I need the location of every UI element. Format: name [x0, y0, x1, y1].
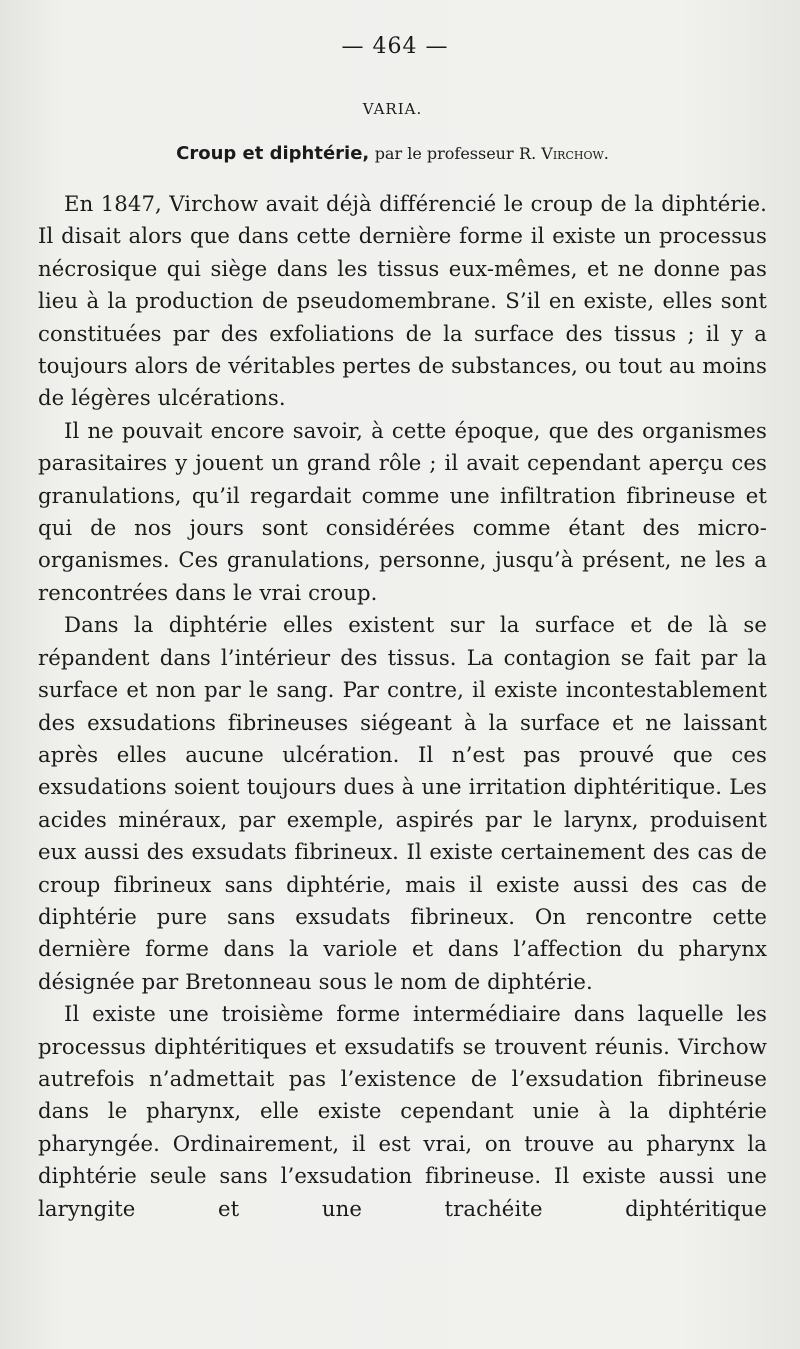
paragraph-2: Il ne pouvait encore savoir, à cette époque, que des organismes parasitaires y jouent un grand rôle ; il avait cependant aperçu ces granulations, qu’il regardait comme une infiltration fibrineuse et qui de nos jours sont considérées comme étant des micro-organismes. Ces granulations, personne, jusqu’à présent, ne les a rencontrées dans le vrai croup.	[38, 417, 767, 605]
page-number: — 464 —	[341, 34, 449, 59]
article-title-main: Croup et diphtérie,	[176, 143, 370, 164]
article-author: R. Virchow.	[519, 144, 609, 163]
article-title	[0, 143, 785, 164]
paragraph-4: Il existe une troisième forme intermédiaire dans laquelle les processus diphtéritiques et exsudatifs se trouvent réunis. Virchow autrefois n’admettait pas l’existence de l’exsudation fibrineuse dans le pharynx, elle existe cependant unie à la diphtérie pharyngée. Ordinairement, il est vrai, on trouve au pharynx la diphtérie seule sans l’exsudation fibrineuse. Il existe aussi une laryngite et une trachéite diphtéritique	[38, 1001, 767, 1221]
section-heading: VARIA.	[362, 100, 423, 118]
article-title-byline: par le professeur	[374, 144, 514, 163]
paragraph-3: Dans la diphtérie elles existent sur la surface et de là se répandent dans l’intérieur des tissus. La contagion se fait par la surface et non par le sang. Par contre, il existe incontestablement des exsudations fibrineuses siégeant à la surface et ne laissant après elles aucune ulcération. Il n’est pas prouvé que ces exsudations soient toujours dues à une irritation diphtéritique. Les acides minéraux, par exemple, aspirés par le larynx, produisent eux aussi des exsudats fibrineux. Il existe certainement des cas de croup fibrineux sans diphtérie, mais il existe aussi des cas de diphtérie pure sans exsudats fibrineux. On rencontre cette dernière forme dans la variole et dans l’affection du pharynx désignée par Bretonneau sous le nom de diphtérie.	[38, 612, 767, 994]
paragraph-1: En 1847, Virchow avait déjà différencié le croup de la diphtérie. Il disait alors que dans cette dernière forme il existe un processus nécrosique qui siège dans les tissus eux-mêmes, et ne donne pas lieu à la production de pseudomembrane. S’il en existe, elles sont constituées par des exfoliations de la surface des tissus ; il y a toujours alors de véritables pertes de substances, ou tout au moins de légères ulcérations.	[38, 191, 767, 411]
article-body	[38, 188, 767, 1225]
